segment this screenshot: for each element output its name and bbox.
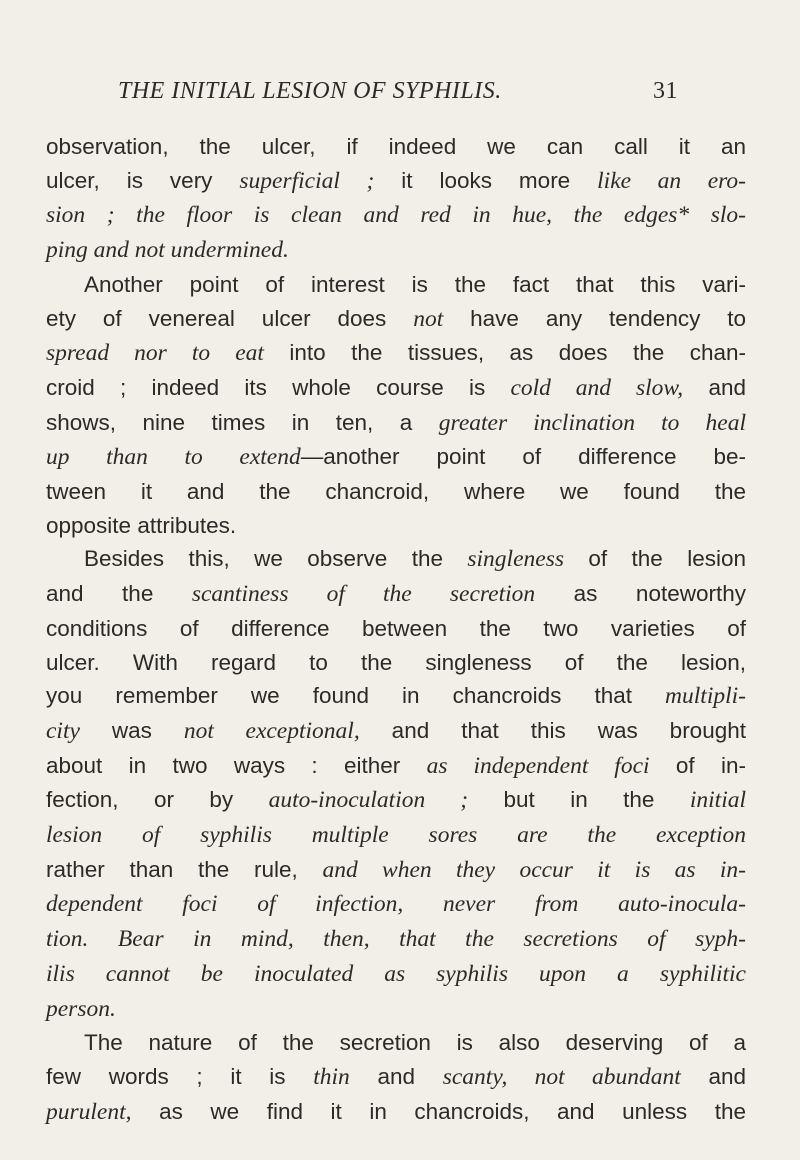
text-line [46, 475, 746, 509]
text-line [46, 233, 746, 268]
italic-text: up than to extend [46, 444, 301, 471]
italic-text: initial [689, 787, 747, 814]
italic-text: purulent, [46, 1098, 132, 1125]
text-segment: few words ; it is [46, 1063, 314, 1089]
italic-text: ping and not undermined. [46, 237, 289, 264]
italic-text: auto-inoculation ; [268, 787, 469, 814]
text-segment: and [349, 1063, 443, 1089]
text-line [46, 406, 746, 441]
text-line [46, 957, 746, 992]
text-segment: and that this was brought [359, 717, 746, 743]
text-line [46, 887, 746, 922]
text-line [46, 922, 746, 957]
text-segment: —another point of difference be- [300, 444, 746, 470]
text-segment: and the [46, 581, 192, 607]
running-title: THE INITIAL LESION OF SYPHILIS. [118, 78, 502, 104]
body-text [46, 130, 746, 1129]
text-segment: into the tissues, as does the chan- [263, 340, 746, 366]
page-number: 31 [653, 78, 678, 104]
text-line [46, 302, 746, 337]
text-segment: as we find it in chancroids, and unless the [131, 1098, 746, 1124]
text-line [46, 992, 746, 1027]
text-segment: was [79, 717, 184, 743]
italic-text: multipli- [665, 683, 746, 710]
italic-text: cold and slow, [510, 374, 684, 401]
text-segment: you remember we found in chancroids that [46, 683, 666, 709]
italic-text: greater inclination to heal [438, 409, 746, 436]
text-segment: shows, nine times in ten, a [46, 409, 439, 435]
text-line [46, 371, 746, 406]
text-line [46, 577, 746, 612]
text-segment: rather than the rule, [46, 856, 323, 882]
text-line [46, 1026, 746, 1060]
italic-text: person. [46, 995, 116, 1022]
text-segment: observation, the ulcer, if indeed we can call it an [46, 134, 746, 159]
italic-text: scanty, not abundant [442, 1063, 681, 1090]
text-segment: tween it and the chancroid, where we found the [46, 479, 746, 505]
text-line [46, 1060, 746, 1095]
text-line [46, 853, 746, 888]
text-line [46, 336, 746, 371]
text-segment: have any tendency to [443, 305, 746, 331]
text-segment: of in- [649, 752, 746, 778]
text-segment: opposite attributes. [46, 512, 237, 538]
text-line [46, 509, 746, 543]
text-segment: Besides this, we observe the [84, 546, 468, 572]
text-line [46, 268, 746, 302]
text-segment: and [683, 374, 746, 400]
text-line [46, 1095, 746, 1130]
text-line [46, 783, 746, 818]
italic-text: singleness [467, 546, 564, 573]
text-segment: ety of venereal ulcer does [46, 305, 414, 331]
text-segment: ulcer, is very [46, 167, 240, 193]
italic-text: and when they occur it is as in- [322, 856, 747, 883]
text-line [46, 612, 746, 646]
italic-text: not exceptional, [183, 717, 360, 744]
text-segment: The nature of the secretion is also deserving of a [84, 1030, 746, 1056]
text-segment: Another point of interest is the fact that this vari- [84, 271, 746, 297]
text-segment: fection, or by [46, 787, 269, 813]
text-line [46, 164, 746, 199]
text-segment: croid ; indeed its whole course is [46, 374, 511, 400]
text-segment: about in two ways : either [46, 752, 427, 778]
text-line [46, 130, 746, 164]
text-segment: as noteworthy [535, 581, 746, 607]
text-segment: conditions of difference between the two varieties of [46, 615, 746, 641]
text-segment: it looks more [374, 167, 598, 193]
text-line [46, 714, 746, 749]
text-line [46, 818, 746, 853]
text-segment: and [680, 1063, 746, 1089]
text-segment: of the lesion [563, 546, 746, 572]
italic-text: city [46, 717, 80, 744]
text-line [46, 542, 746, 577]
italic-text: superficial ; [239, 167, 375, 194]
italic-text: scantiness of the secretion [191, 581, 536, 608]
italic-text: lesion of syphilis multiple sores are the exception [46, 822, 746, 849]
text-line [46, 440, 746, 475]
text-line [46, 749, 746, 784]
italic-text: spread nor to eat [46, 340, 264, 367]
italic-text: tion. Bear in mind, then, that the secretions of syph- [46, 926, 746, 953]
italic-text: sion ; the floor is clean and red in hue, the edges* slo- [46, 202, 746, 229]
italic-text: as independent foci [426, 752, 650, 779]
text-segment: ulcer. With regard to the singleness of the lesion, [46, 649, 746, 675]
italic-text: not [413, 305, 444, 332]
text-line [46, 198, 746, 233]
italic-text: like an ero- [597, 167, 747, 194]
text-segment: but in the [468, 787, 690, 813]
text-line [46, 646, 746, 680]
italic-text: thin [313, 1063, 350, 1090]
italic-text: ilis cannot be inoculated as syphilis upon a syphilitic [46, 960, 746, 987]
text-line [46, 679, 746, 714]
italic-text: dependent foci of infection, never from auto-inocula- [46, 891, 746, 918]
